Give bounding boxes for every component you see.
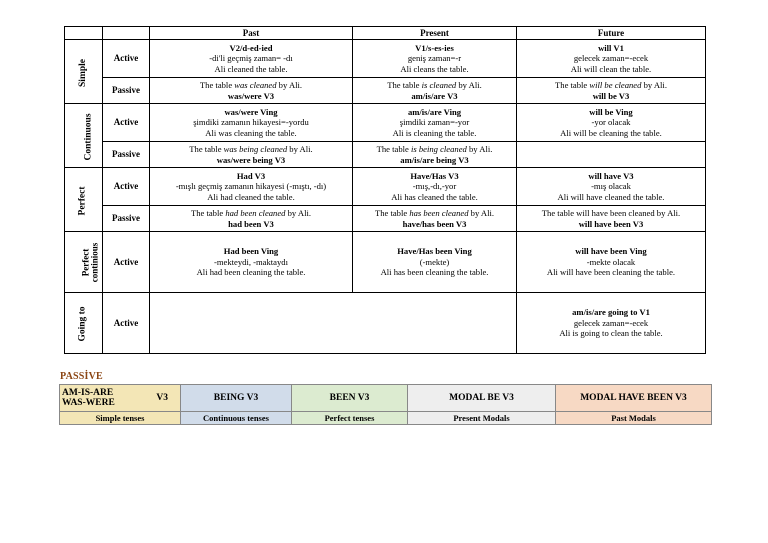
simple-active-present [353, 40, 517, 78]
perfect-continuous-active-future [517, 232, 706, 293]
turkish-note: -mekteydi, -maktaydı [214, 256, 288, 267]
formula: will have V3 [588, 170, 634, 181]
perfect-active-past [150, 168, 353, 206]
group-perfect [65, 168, 103, 232]
passive-legend-table [59, 384, 712, 425]
header-past: Past [150, 27, 353, 40]
example-verb: is being cleaned [410, 144, 467, 155]
formula: will have been Ving [575, 246, 647, 257]
continuous-active-future [517, 104, 706, 142]
group-continuous-label: Continuous [83, 113, 94, 160]
example: The table will have been cleaned by Ali. [541, 208, 681, 219]
formula: Have/Has been Ving [397, 246, 472, 257]
example-end: by Ali. [466, 144, 493, 155]
legend-caption-past-modals: Past Modals [556, 412, 712, 425]
legend-simple-v3: V3 [156, 392, 168, 403]
voice-active: Active [103, 40, 150, 78]
header-empty-2 [103, 27, 150, 40]
example: Ali was cleaning the table. [205, 127, 297, 138]
going-to-active-past-present [150, 293, 517, 354]
example [151, 144, 351, 154]
example [354, 144, 515, 154]
continuous-active-row [65, 104, 706, 142]
continuous-passive-row [65, 142, 706, 168]
voice-passive: Passive [103, 142, 150, 168]
legend-caption-row [60, 412, 712, 425]
turkish-note: (-mekte) [419, 256, 450, 267]
header-row [65, 27, 706, 40]
legend-box-past-modals: MODAL HAVE BEEN V3 [556, 385, 712, 412]
example-start: The table [387, 80, 422, 91]
group-perfect-continuous-label: Perfect continious [80, 242, 100, 282]
example-end: by Ali. [276, 80, 303, 91]
group-continuous [65, 104, 103, 168]
example: Ali has been cleaning the table. [380, 267, 489, 278]
turkish-note: -mış olacak [591, 181, 631, 192]
formula: am/is/are Ving [407, 106, 462, 117]
turkish-note: -mışlı geçmiş zamanın hikayesi (-mıştı, -dı) [175, 181, 327, 192]
turkish-note: geniş zaman=-r [407, 53, 462, 64]
voice-active: Active [103, 293, 150, 354]
example: Ali will be cleaning the table. [560, 127, 662, 138]
perfect-active-row [65, 168, 706, 206]
header-present: Present [353, 27, 517, 40]
tenses-table [64, 26, 706, 354]
example [151, 208, 351, 218]
formula: Had been Ving [223, 246, 279, 257]
example: Ali had cleaned the table. [207, 191, 295, 202]
turkish-note: -yor olacak [591, 117, 631, 128]
continuous-passive-present [353, 142, 517, 168]
example-start: The table [374, 208, 410, 219]
example-verb: will be cleaned [589, 80, 642, 91]
formula: was/were Ving [224, 106, 278, 117]
perfect-continuous-active-present [353, 232, 517, 293]
legend-caption-simple: Simple tenses [60, 412, 181, 425]
formula: V1/s-es-ies [415, 42, 454, 53]
example-verb: has been cleaned [409, 208, 469, 219]
continuous-active-past [150, 104, 353, 142]
simple-active-future [517, 40, 706, 78]
legend-simple-was-were: WAS-WERE [62, 398, 115, 408]
legend-box-continuous: BEING V3 [181, 385, 292, 412]
example-end: by Ali. [285, 208, 312, 219]
example-start: The table [189, 144, 224, 155]
example-start: The table [555, 80, 590, 91]
simple-passive-present [353, 78, 517, 104]
formula: will V1 [598, 42, 624, 53]
example-verb: was cleaned [234, 80, 277, 91]
perfect-passive-future [517, 206, 706, 232]
example-verb: is cleaned [421, 80, 457, 91]
formula: Have/Has V3 [410, 170, 459, 181]
formula: was/were being V3 [216, 154, 286, 165]
example: Ali had been cleaning the table. [196, 267, 306, 278]
legend-box-simple [60, 385, 181, 412]
perfect-passive-present [353, 206, 517, 232]
formula: am/is/are V3 [411, 90, 458, 101]
example: Ali will have been cleaning the table. [546, 267, 676, 278]
turkish-note: -di'li geçmiş zaman= -dı [209, 53, 293, 64]
voice-active: Active [103, 232, 150, 293]
header-empty-1 [65, 27, 103, 40]
going-to-active-future [517, 293, 706, 354]
turkish-note: şimdiki zaman=-yor [399, 117, 470, 128]
formula: am/is/are being V3 [400, 154, 469, 165]
group-simple-label: Simple [77, 58, 88, 87]
example [354, 80, 515, 90]
continuous-passive-past [150, 142, 353, 168]
simple-passive-future [517, 78, 706, 104]
simple-passive-row [65, 78, 706, 104]
turkish-note: -mekte olacak [586, 256, 636, 267]
formula: will be V3 [592, 90, 630, 101]
voice-passive: Passive [103, 78, 150, 104]
continuous-passive-future [517, 142, 706, 168]
turkish-note: gelecek zaman=-ecek [573, 317, 649, 328]
passive-section-title: PASSİVE [60, 371, 103, 382]
example: Ali will have cleaned the table. [557, 191, 665, 202]
formula: have/has been V3 [402, 218, 467, 229]
example: Ali is cleaning the table. [392, 127, 477, 138]
group-perfect-continuous [65, 232, 103, 293]
legend-formula-row [60, 385, 712, 412]
example-end: by Ali. [641, 80, 667, 91]
formula: will be Ving [589, 106, 633, 117]
voice-passive: Passive [103, 206, 150, 232]
example: Ali cleaned the table. [214, 63, 288, 74]
turkish-note: gelecek zaman=-ecek [573, 53, 649, 64]
legend-box-present-modals: MODAL BE V3 [408, 385, 556, 412]
example-start: The table [376, 144, 411, 155]
voice-active: Active [103, 168, 150, 206]
going-to-active-row [65, 293, 706, 354]
legend-caption-continuous: Continuous tenses [181, 412, 292, 425]
perfect-active-present [353, 168, 517, 206]
legend-box-perfect: BEEN V3 [292, 385, 408, 412]
simple-active-past [150, 40, 353, 78]
example-verb: was being cleaned [223, 144, 288, 155]
group-simple [65, 40, 103, 104]
header-future: Future [517, 27, 706, 40]
legend-caption-perfect: Perfect tenses [292, 412, 408, 425]
simple-passive-past [150, 78, 353, 104]
perfect-continuous-active-row [65, 232, 706, 293]
group-perfect-label: Perfect [77, 186, 88, 215]
turkish-note: -mış,-dı,-yor [412, 181, 457, 192]
example [354, 208, 515, 218]
simple-active-row [65, 40, 706, 78]
perfect-continuous-active-past [150, 232, 353, 293]
legend-simple-am-is-are: AM-IS-ARE [62, 387, 114, 398]
example-end: by Ali. [287, 144, 313, 155]
formula: V2/d-ed-ied [229, 42, 273, 53]
formula: will have been V3 [578, 218, 644, 229]
formula: had been V3 [228, 218, 274, 229]
example-end: by Ali. [468, 208, 495, 219]
perfect-active-future [517, 168, 706, 206]
example-start: The table [199, 80, 235, 91]
example [518, 80, 704, 90]
perfect-passive-row [65, 206, 706, 232]
example: Ali has cleaned the table. [391, 191, 478, 202]
formula: was/were V3 [227, 90, 275, 101]
formula: Had V3 [236, 170, 266, 181]
perfect-passive-past [150, 206, 353, 232]
legend-caption-present-modals: Present Modals [408, 412, 556, 425]
example [151, 80, 351, 90]
example: Ali will clean the table. [570, 63, 652, 74]
example-end: by Ali. [456, 80, 482, 91]
continuous-active-present [353, 104, 517, 142]
group-going-to-label: Going to [77, 306, 88, 342]
formula: am/is/are going to V1 [572, 307, 650, 318]
voice-active: Active [103, 104, 150, 142]
example: Ali is going to clean the table. [559, 328, 663, 339]
example-start: The table [190, 208, 226, 219]
group-going-to [65, 293, 103, 354]
turkish-note: şimdiki zamanın hikayesi=-yordu [193, 117, 309, 128]
example: Ali cleans the table. [400, 63, 469, 74]
example-verb: had been cleaned [225, 208, 286, 219]
